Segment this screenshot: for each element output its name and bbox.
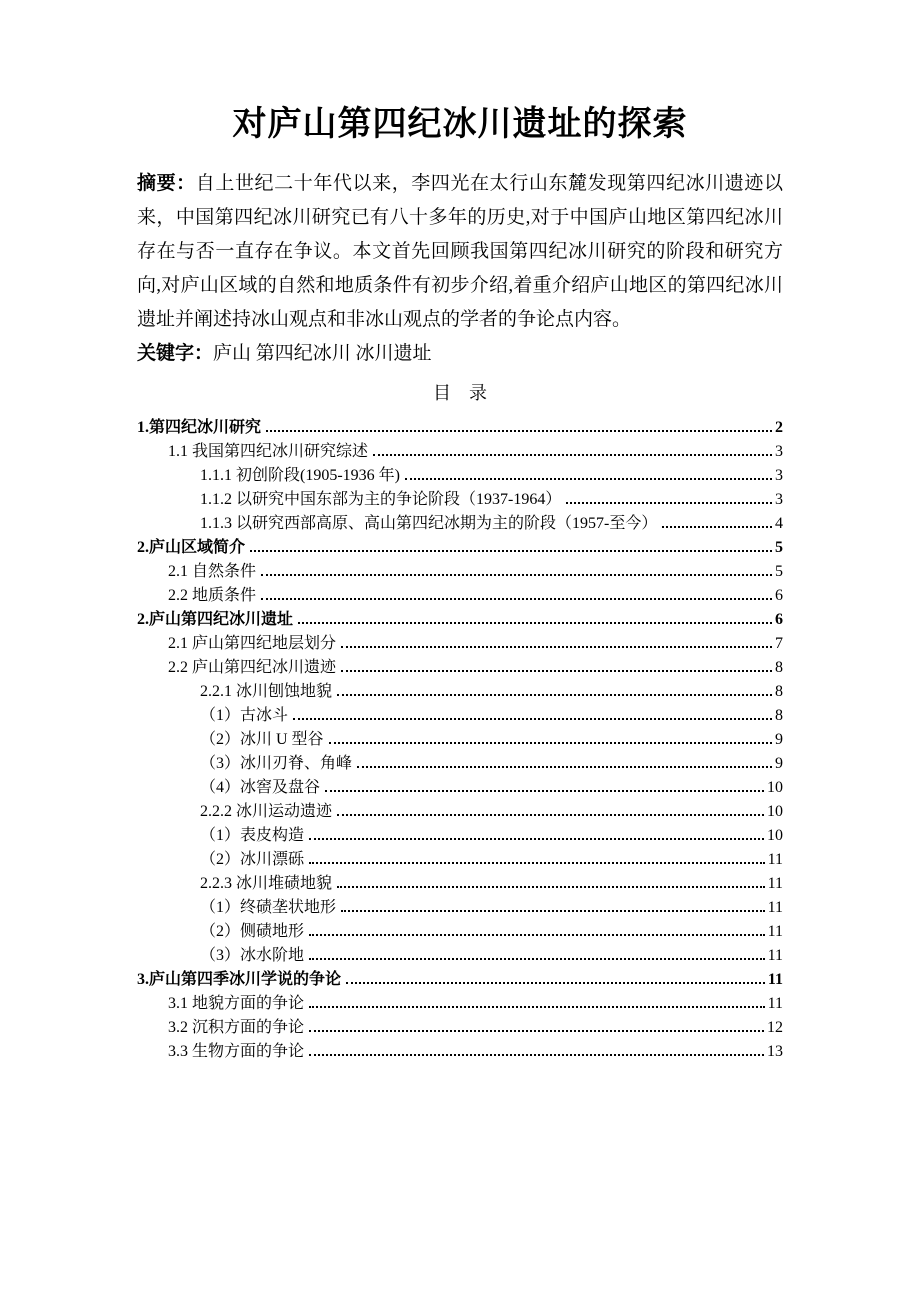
toc-dot-leader bbox=[337, 694, 772, 696]
toc-entry[interactable] bbox=[137, 968, 783, 992]
toc-entry-page: 2 bbox=[775, 419, 783, 437]
toc-entry-label: 1.第四纪冰川研究 bbox=[137, 419, 262, 437]
toc-dot-leader bbox=[261, 574, 772, 576]
toc-entry[interactable] bbox=[137, 656, 783, 680]
toc-entry[interactable] bbox=[137, 896, 783, 920]
toc-entry-page: 3 bbox=[775, 443, 783, 461]
toc-entry-label: （1）表皮构造 bbox=[200, 827, 305, 845]
toc-dot-leader bbox=[357, 766, 772, 768]
toc-entry-page: 12 bbox=[767, 1019, 783, 1037]
toc-entry-label: （2）冰川漂砾 bbox=[200, 851, 305, 869]
toc-entry[interactable] bbox=[137, 848, 783, 872]
toc-dot-leader bbox=[325, 790, 764, 792]
toc-entry-label: 2.庐山区域简介 bbox=[137, 539, 246, 557]
toc-entry[interactable] bbox=[137, 512, 783, 536]
toc-entry[interactable] bbox=[137, 776, 783, 800]
toc-entry-label: （2）侧碛地形 bbox=[200, 923, 305, 941]
toc-dot-leader bbox=[309, 958, 765, 960]
toc-entry[interactable] bbox=[137, 920, 783, 944]
toc-entry-page: 11 bbox=[767, 995, 783, 1013]
toc-dot-leader bbox=[341, 910, 765, 912]
toc-dot-leader bbox=[250, 550, 772, 552]
toc-entry[interactable] bbox=[137, 584, 783, 608]
abstract-text: 自上世纪二十年代以来，李四光在太行山东麓发现第四纪冰川遗迹以来，中国第四纪冰川研究已有八十多年的历史,对于中国庐山地区第四纪冰川存在与否一直存在争议。本文首先回顾我国第四纪冰川研究的阶段和研究方向,对庐山区域的自然和地质条件有初步介绍,着重介绍庐山地区的第四纪冰川遗址并阐述持冰山观点和非冰山观点的学者的争论点内容。 bbox=[137, 173, 783, 331]
toc-dot-leader bbox=[373, 454, 772, 456]
toc-entry-page: 3 bbox=[775, 491, 783, 509]
toc-dot-leader bbox=[309, 934, 765, 936]
toc-entry-label: 2.庐山第四纪冰川遗址 bbox=[137, 611, 294, 629]
toc-dot-leader bbox=[346, 982, 765, 984]
keywords-text: 庐山 第四纪冰川 冰川遗址 bbox=[213, 343, 432, 365]
toc-dot-leader bbox=[309, 1030, 764, 1032]
toc-entry[interactable] bbox=[137, 416, 783, 440]
toc-entry-label: 2.1 庐山第四纪地层划分 bbox=[168, 635, 337, 653]
toc-entry-label: 2.2 地质条件 bbox=[168, 587, 257, 605]
toc-dot-leader bbox=[298, 622, 772, 624]
toc-entry[interactable] bbox=[137, 1016, 783, 1040]
toc-entry[interactable] bbox=[137, 800, 783, 824]
toc-entry-label: 2.2 庐山第四纪冰川遗迹 bbox=[168, 659, 337, 677]
toc-entry-label: 2.2.3 冰川堆碛地貌 bbox=[200, 875, 333, 893]
toc-dot-leader bbox=[309, 838, 764, 840]
document-title: 对庐山第四纪冰川遗址的探索 bbox=[232, 106, 688, 143]
toc-dot-leader bbox=[329, 742, 772, 744]
toc-entry-page: 10 bbox=[767, 779, 783, 797]
toc-entry-page: 6 bbox=[775, 587, 783, 605]
toc-entry[interactable] bbox=[137, 944, 783, 968]
toc-entry[interactable] bbox=[137, 752, 783, 776]
toc-entry-page: 11 bbox=[767, 971, 783, 989]
toc-entry-label: 1.1.1 初创阶段(1905-1936 年) bbox=[200, 467, 400, 485]
toc-entry[interactable] bbox=[137, 680, 783, 704]
toc-entry-page: 10 bbox=[767, 803, 783, 821]
toc-entry-page: 4 bbox=[775, 515, 783, 533]
toc-entry[interactable] bbox=[137, 872, 783, 896]
toc-entry-label: 2.1 自然条件 bbox=[168, 563, 257, 581]
toc-entry-label: 1.1.2 以研究中国东部为主的争论阶段（1937-1964） bbox=[200, 491, 562, 509]
toc-entry[interactable] bbox=[137, 728, 783, 752]
toc-entry-label: （3）冰水阶地 bbox=[200, 947, 305, 965]
abstract-paragraph bbox=[137, 167, 783, 337]
toc-entry-label: 3.2 沉积方面的争论 bbox=[168, 1019, 305, 1037]
toc-heading: 目 录 bbox=[433, 383, 487, 404]
toc-dot-leader bbox=[566, 502, 772, 504]
toc-entry[interactable] bbox=[137, 824, 783, 848]
toc-entry-page: 11 bbox=[767, 899, 783, 917]
toc-entry-page: 11 bbox=[767, 875, 783, 893]
toc-entry-label: （4）冰窖及盘谷 bbox=[200, 779, 321, 797]
toc-entry[interactable] bbox=[137, 608, 783, 632]
toc-dot-leader bbox=[405, 478, 772, 480]
toc-entry-label: （1）终碛垄状地形 bbox=[200, 899, 337, 917]
toc-entry-label: 2.2.1 冰川刨蚀地貌 bbox=[200, 683, 333, 701]
toc-entry-label: （1）古冰斗 bbox=[200, 707, 289, 725]
toc-entry-page: 6 bbox=[775, 611, 783, 629]
keywords-label: 关键字： bbox=[137, 343, 214, 365]
toc-dot-leader bbox=[309, 862, 765, 864]
toc-dot-leader bbox=[337, 886, 765, 888]
toc-entry-label: 3.庐山第四季冰川学说的争论 bbox=[137, 971, 342, 989]
toc-dot-leader bbox=[309, 1006, 765, 1008]
keywords-paragraph bbox=[137, 337, 783, 371]
toc-entry-page: 9 bbox=[775, 755, 783, 773]
toc-entry-page: 8 bbox=[775, 707, 783, 725]
toc-entry-page: 11 bbox=[767, 851, 783, 869]
toc-entry-page: 5 bbox=[775, 539, 783, 557]
toc-dot-leader bbox=[337, 814, 764, 816]
toc-dot-leader bbox=[266, 430, 772, 432]
toc-entry[interactable] bbox=[137, 632, 783, 656]
toc-entry[interactable] bbox=[137, 488, 783, 512]
toc-dot-leader bbox=[341, 646, 772, 648]
toc-entry-label: 1.1.3 以研究西部高原、高山第四纪冰期为主的阶段（1957-至今） bbox=[200, 515, 658, 533]
toc-entry[interactable] bbox=[137, 464, 783, 488]
toc-dot-leader bbox=[309, 1054, 764, 1056]
toc-entry-page: 5 bbox=[775, 563, 783, 581]
toc-entry-label: 3.3 生物方面的争论 bbox=[168, 1043, 305, 1061]
toc-entry-page: 11 bbox=[767, 947, 783, 965]
toc-entry-page: 11 bbox=[767, 923, 783, 941]
toc-dot-leader bbox=[293, 718, 772, 720]
toc-entry-page: 8 bbox=[775, 683, 783, 701]
toc-entry-label: 1.1 我国第四纪冰川研究综述 bbox=[168, 443, 369, 461]
toc-entry-label: 3.1 地貌方面的争论 bbox=[168, 995, 305, 1013]
toc-dot-leader bbox=[341, 670, 772, 672]
toc-entry-page: 7 bbox=[775, 635, 783, 653]
toc-entry[interactable] bbox=[137, 704, 783, 728]
toc-entry[interactable] bbox=[137, 440, 783, 464]
toc-entry-label: （3）冰川刃脊、角峰 bbox=[200, 755, 353, 773]
abstract-label: 摘要： bbox=[137, 173, 196, 195]
toc-entry-label: （2）冰川 U 型谷 bbox=[200, 731, 324, 749]
toc-entry-label: 2.2.2 冰川运动遗迹 bbox=[200, 803, 333, 821]
toc-list bbox=[137, 416, 783, 1064]
toc-dot-leader bbox=[662, 526, 772, 528]
toc-entry-page: 8 bbox=[775, 659, 783, 677]
toc-entry[interactable] bbox=[137, 560, 783, 584]
toc-entry[interactable] bbox=[137, 1040, 783, 1064]
toc-entry-page: 3 bbox=[775, 467, 783, 485]
toc-dot-leader bbox=[261, 598, 772, 600]
toc-entry-page: 10 bbox=[767, 827, 783, 845]
toc-entry-page: 13 bbox=[767, 1043, 783, 1061]
toc-entry[interactable] bbox=[137, 992, 783, 1016]
toc-entry-page: 9 bbox=[775, 731, 783, 749]
toc-entry[interactable] bbox=[137, 536, 783, 560]
